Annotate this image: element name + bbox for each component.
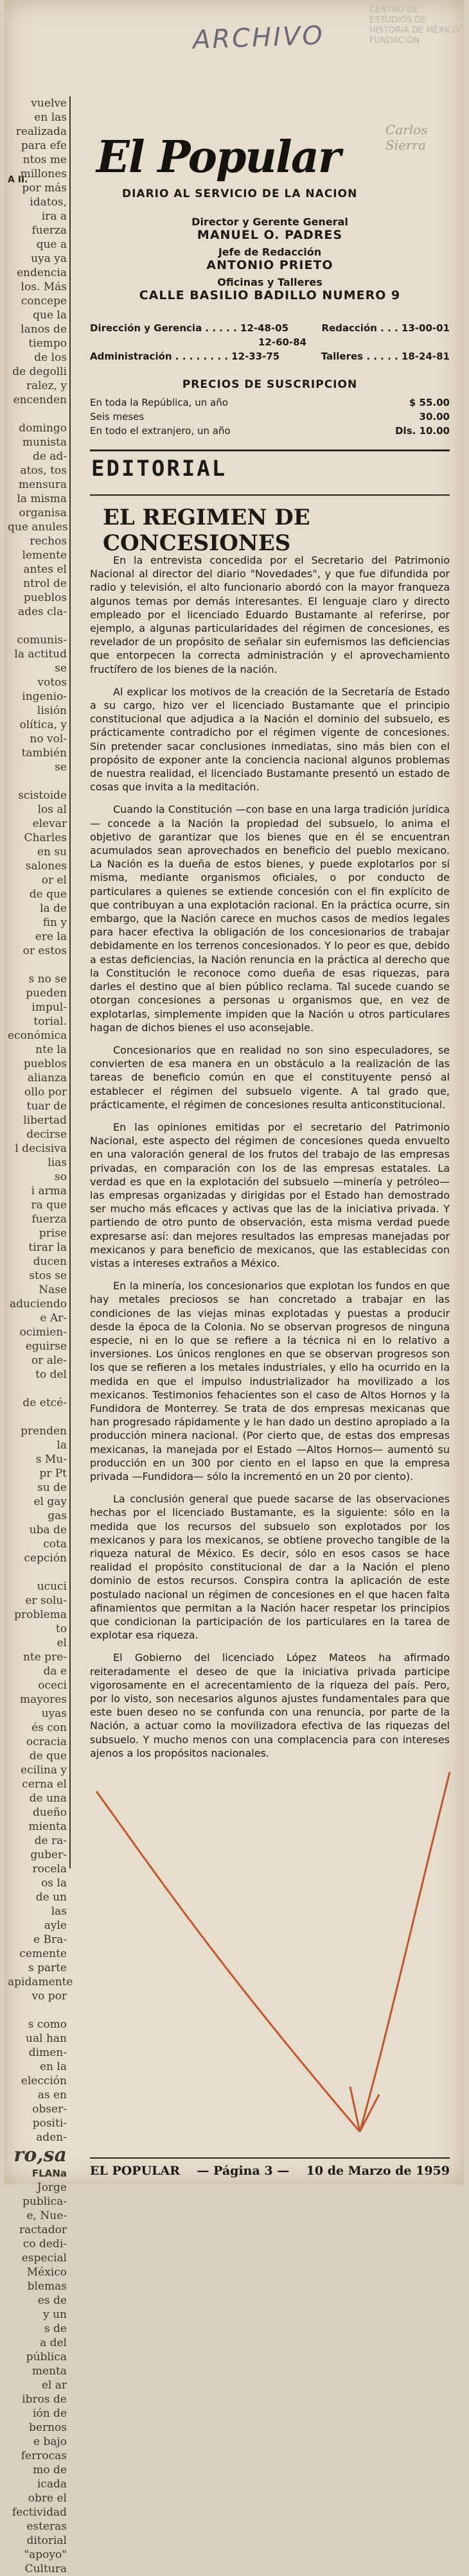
fragment-line: rechos — [30, 535, 67, 548]
fragment-line: e bajo — [33, 2435, 67, 2448]
fragment-line: ere la — [35, 930, 67, 943]
fragment-line: la de — [40, 902, 67, 915]
price-label: En todo el extranjero, un año — [90, 425, 231, 437]
fragment-line: aden- — [36, 2131, 67, 2144]
editorial-paragraph: Concesionarios que en realidad no son sino especuladores, se convierten de esa manera en un obstáculo a la realización de las tareas de beneficio común en que el constituyente pensó al establecer el régimen del subsuelo vigente. A tal grado que, prácticamente, el régimen de concesiones resulta anticonstitucional. — [90, 1043, 450, 1111]
fragment-line: la actitud — [14, 648, 67, 661]
fragment-line: organisa — [19, 507, 67, 519]
pencil-note: Carlos Sierra — [385, 122, 428, 153]
fragment-line: tirar la — [28, 1241, 67, 1254]
fragment-line: elevar — [32, 817, 67, 830]
fragment-line: vo por — [31, 1990, 67, 2003]
prices-title: PRECIOS DE SUSCRIPCION — [182, 378, 358, 391]
editorial-paragraph: En la entrevista concedida por el Secretario del Patrimonio Nacional al director del diario "Novedades", y que fue difundida por radio y televisión, el alto funcionario abordó con la mayor franqueza algunos temas por demás interesantes. El lenguaje claro y directo empleado por el licenciado Eduardo Bustamante al referirse, por ejemplo, a algunas particularidades del régimen de concesiones, es revelador de un propósito de señalar sin eufemismos las deficiencias que entorpecen la correcta administración y el aprovechamiento fructífero de los bienes de la nación. — [90, 554, 450, 675]
fragment-line: pueblos — [23, 591, 67, 604]
fragment-line: os la — [41, 1877, 67, 1890]
fragment-line: ual han — [26, 2032, 67, 2045]
fragment-line: lemente — [22, 549, 67, 562]
fragment-line: e, Nue- — [26, 2209, 67, 2222]
fragment-line: or el — [41, 874, 67, 887]
fragment-line: votos — [37, 676, 67, 689]
fragment-line: idatos, — [30, 196, 67, 209]
fragment-line: es de — [37, 2294, 67, 2307]
fragment-line: de un — [35, 1891, 67, 1904]
fragment-line: el ar — [41, 2379, 67, 2392]
archive-institution-stamp: CENTRO DE ESTUDIOS DE HISTORIA DE MÉXICO FUNDACIÓN — [369, 5, 459, 46]
fragment-line: ucuci — [37, 1580, 67, 1593]
offices-role: Oficinas y Talleres — [217, 276, 323, 288]
price-label: En toda la República, un año — [90, 397, 228, 408]
editor-role: Jefe de Redacción — [218, 246, 322, 258]
fragment-line: bernos — [29, 2421, 67, 2434]
fragment-line: l decisiva — [15, 1142, 67, 1155]
fragment-line: pueden — [26, 987, 67, 1000]
fragment-line: er solu- — [25, 1594, 67, 1607]
phone-label-redaction: Redacción — [321, 322, 377, 334]
phone-value-admin: 12-33-75 — [231, 351, 280, 362]
phone-label-admin: Administración — [90, 351, 172, 362]
editorial-paragraph: Cuando la Constitución —con base en una larga tradición jurídica— concede a la Nación la propiedad del subsuelo, lo anima el objetivo de garantizar que los bienes que en él se encuentran acumulados sean aprovechados en beneficio del pueblo mexicano. La Nación es la dueña de estos bienes, y puede explotarlos por sí misma, mediante organismos oficiales, o por conducto de particulares a quienes se extiende concesión con el fin explícito de que contribuyan a una explotación racional. En la práctica ocurre, sin embargo, que la Nación carece en muchos casos de medios legales para hacer efectiva la obligación de los concesionarios de trabajar debidamente en los terrenos concesionados. Y lo peor es que, debido a estas deficiencias, la Nación renuncia en la práctica al derecho que la Constitución le reconoce como dueña de esas riquezas, para darles el destino que al bien público reclama. Tal sucede cuando se otorgan concesiones a personas u organismos que, en vez de explotarlas, simplemente impiden que la Nación u otros particulares hagan de dichos bienes el uso aconsejable. — [90, 803, 450, 1034]
fragment-line: de los — [34, 351, 67, 364]
fragment-line: munista — [22, 436, 67, 449]
fragment-line: fin y — [42, 916, 67, 929]
fragment-line: realizada — [15, 125, 67, 138]
fragment-line: ntos me — [22, 153, 67, 166]
fragment-line: el — [57, 1637, 67, 1649]
fragment-line: icada — [37, 2478, 67, 2491]
fragment-line: de que — [29, 1750, 67, 1762]
fragment-line: as en — [37, 2089, 67, 2102]
fragment-line: Cultura — [24, 2563, 67, 2575]
fragment-heading: ro, — [13, 2144, 44, 2166]
phone-label-direction: Dirección y Gerencia — [90, 322, 202, 334]
fragment-line: los al — [37, 803, 67, 816]
fragment-line: fectividad — [12, 2506, 67, 2519]
fragment-line: da e — [43, 1665, 67, 1678]
fragment-line: y un — [43, 2308, 67, 2321]
fragment-line: Charles — [24, 831, 67, 844]
fragment-line: blemas — [27, 2280, 67, 2293]
price-label: Seis meses — [90, 411, 145, 422]
fragment-line: los. Más — [21, 281, 67, 293]
section-label: EDITORIAL — [91, 456, 227, 482]
fragment-line: Jorge — [37, 2181, 67, 2194]
fragment-line: no vol- — [30, 733, 67, 745]
fragment-line: s Mu- — [35, 1453, 67, 1466]
editorial-headline: EL REGIMEN DE CONCESIONES — [103, 505, 310, 556]
fragment-line: oceci — [38, 1679, 67, 1692]
phone-value-redaction: 13-00-01 — [401, 322, 450, 334]
director-role: Director y Gerente General — [191, 216, 348, 228]
fragment-line: por más — [22, 182, 67, 195]
fragment-line: ira a — [41, 210, 67, 223]
fragment-line: uyas — [41, 1707, 67, 1720]
fragment-line: la — [57, 1439, 67, 1452]
fragment-line: ades cla- — [17, 605, 67, 618]
fragment-line: tuar de — [26, 1100, 67, 1113]
fragment-line: domingo — [19, 422, 67, 435]
fragment-line: económica — [8, 1029, 67, 1042]
fragment-line: ingenio- — [22, 690, 67, 703]
fragment-line: su de — [37, 1481, 67, 1494]
fragment-line: el gay — [33, 1495, 67, 1508]
fragment-line: en su — [37, 846, 67, 858]
fragment-line: ra que — [31, 1199, 67, 1212]
fragment-line: de una — [29, 1792, 67, 1805]
fragment-line: comunis- — [17, 634, 67, 647]
fragment-line: co dedi- — [22, 2238, 67, 2250]
fragment-line: antes el — [23, 563, 67, 576]
fragment-line: so — [55, 1171, 67, 1183]
fragment-line: eguirse — [25, 1340, 67, 1353]
fragment-line: ión de — [33, 2407, 67, 2420]
fragment-line: de ra- — [34, 1834, 67, 1847]
fragment-line: ayle — [44, 1919, 67, 1932]
fragment-line: Nase — [39, 1284, 67, 1296]
fragment-line: "apoyo" — [24, 2548, 67, 2561]
left-column-corner-label: A II. — [8, 175, 28, 185]
fragment-line: s no se — [28, 973, 67, 986]
fragment-line: pública — [26, 2351, 67, 2363]
masthead-title: El Popular — [96, 132, 340, 183]
fragment-line: cota — [43, 1538, 67, 1551]
fragment-line: és con — [31, 1721, 67, 1734]
editorial-paragraph: La conclusión general que puede sacarse de las observaciones hechas por el licenciado Bustamante, es la siguiente: sólo en la medida que los recursos del subsuelo son explotados por los mexicanos y para los mexicanos, se obtiene provecho tangible de la riqueza natural de México. Es decir, sólo en esos casos se hace realidad el propósito constitucional de dar a la Nación el pleno dominio de estos recursos. Conspira contra la aplicación de este postulado nacional un régimen de concesiones en el que hacen falta afinamientos que permitan a la Nación hacer respetar los principios que condicionan la participación de los particulares en la tarea de explotar esa riqueza. — [90, 1493, 450, 1642]
fragment-line: stos se — [29, 1269, 67, 1282]
fragment-line: ntrol de — [23, 577, 67, 590]
fragment-line: mensura — [18, 478, 67, 491]
fragment-line: gas — [48, 1510, 67, 1522]
fragment-line: fuerza — [31, 1213, 67, 1226]
fragment-line: or ale- — [31, 1354, 67, 1367]
fragment-line: salones — [25, 860, 67, 873]
fragment-line: se — [55, 761, 67, 774]
fragment-line: ditorial — [26, 2534, 67, 2547]
offices-address: CALLE BASILIO BADILLO NUMERO 9 — [139, 288, 401, 302]
fragment-line: mo de — [33, 2464, 67, 2476]
fragment-line: obser- — [32, 2103, 67, 2116]
fragment-line: cemente — [19, 1947, 67, 1960]
fragment-line: decirse — [26, 1128, 67, 1141]
fragment-line: alianza — [27, 1072, 67, 1084]
fragment-line: para efe — [21, 139, 67, 152]
fragment-subheading: FLANa — [31, 2168, 67, 2179]
fragment-line: s como — [28, 2018, 67, 2031]
fragment-line: encenden — [13, 394, 67, 406]
fragment-line: a del — [40, 2337, 67, 2349]
phone-label-talleres: Talleres — [321, 351, 364, 362]
fragment-line: vuelve — [31, 97, 67, 110]
fragment-line: guber- — [30, 1849, 67, 1861]
fragment-line: dimen- — [28, 2046, 67, 2059]
fragment-line: las — [51, 1905, 67, 1918]
fragment-line: pr Pt — [39, 1467, 67, 1480]
fragment-line: e Bra- — [33, 1933, 67, 1946]
fragment-line: libertad — [23, 1114, 67, 1127]
price-value: $ 55.00 — [409, 397, 450, 408]
phone-value-direction: 12-48-05 — [240, 322, 289, 334]
fragment-line: también — [21, 747, 67, 760]
price-value: Dls. 10.00 — [395, 425, 450, 437]
fragment-line: nte la — [35, 1043, 67, 1056]
director-name: MANUEL O. PADRES — [197, 228, 343, 242]
fragment-line: ducen — [33, 1255, 67, 1268]
fragment-line: que a — [36, 238, 67, 251]
editorial-paragraph: El Gobierno del licenciado López Mateos ha afirmado reiteradamente el deseo de que la iniciativa privada participe vigorosamente en el acrecentamiento de la riqueza del país. Pero, por lo visto, son necesarios algunos ajustes fundamentales para que este buen deseo no se confunda con una renuncia, por parte de la Nación, a actuar como la movilizadora efectiva de las riquezas del subsuelo. Y mucho menos con una complacencia para con intereses ajenos a los propósitos nacionales. — [90, 1651, 450, 1759]
fragment-line: ocracia — [26, 1736, 67, 1748]
fragment-line: problema — [14, 1608, 67, 1621]
fragment-line: uya ya — [31, 252, 67, 265]
fragment-line: en las — [34, 111, 67, 124]
fragment-line: concepe — [21, 295, 67, 308]
phone-value-talleres: 18-24-81 — [401, 351, 450, 362]
pencil-stroke — [96, 1791, 360, 2132]
fragment-line: s parte — [28, 1962, 67, 1974]
fragment-line: México — [26, 2266, 67, 2279]
fragment-line: ralez, y — [26, 379, 67, 392]
fragment-line: s de — [44, 2322, 67, 2335]
archivo-handwritten-label: ARCHIVO — [192, 21, 325, 55]
fragment-line: millones — [20, 168, 67, 180]
fragment-line: ferrocas — [21, 2450, 67, 2462]
pencil-stroke — [360, 1772, 450, 2132]
fragment-line: nte pre- — [22, 1651, 67, 1664]
fragment-line: fuerza — [31, 224, 67, 237]
fragment-line: prenden — [21, 1425, 67, 1438]
fragment-line: lanos de — [21, 323, 67, 336]
fragment-line: pueblos — [23, 1057, 67, 1070]
fragment-heading: sa — [43, 2144, 67, 2166]
phone-directory: Dirección y Gerencia . . . . . 12-48-05 Redacción . . . 13-00-01 12-60-84 Administración . . . . . . . . 12-33-75 Talleres . . . . . 18-24-81 — [90, 322, 450, 362]
fragment-line: lias — [48, 1156, 67, 1169]
fragment-line: positi- — [32, 2117, 67, 2130]
footer-page-number: — Página 3 — — [197, 2164, 290, 2178]
fragment-line: to del — [35, 1368, 67, 1381]
fragment-line: publica- — [22, 2195, 67, 2208]
fragment-line: de ad- — [32, 450, 67, 463]
fragment-line: ractador — [19, 2224, 67, 2236]
fragment-line: la misma — [17, 492, 67, 505]
fragment-line: esteras — [26, 2520, 67, 2533]
masthead-subtitle: DIARIO AL SERVICIO DE LA NACION — [122, 187, 358, 200]
fragment-line: ibros de — [22, 2393, 67, 2406]
fragment-line: to — [55, 1623, 67, 1635]
fragment-line: olítica, y — [19, 718, 67, 731]
fragment-line: or estos — [22, 944, 67, 957]
fragment-line: atos, tos — [20, 464, 67, 477]
fragment-line: de degolli — [12, 365, 67, 378]
price-value: 30.00 — [419, 411, 450, 422]
fragment-line: rocela — [32, 1863, 67, 1875]
fragment-line: mayores — [19, 1693, 67, 1706]
phone-value-direction-2: 12-60-84 — [258, 336, 307, 348]
fragment-line: uba de — [29, 1524, 67, 1536]
fragment-line: elección — [21, 2075, 67, 2087]
editorial-paragraph: En la minería, los concesionarios que explotan los fundos en que hay metales preciosos se han concretado a trabajar en las condiciones de las viejas minas explotadas y puestas a producir desde la época de la Colonia. No se observan progresos de ninguna especie, ni en lo que se refiere a la técnica ni en lo relativo a inversiones. Los únicos renglones en que se observan progresos son los que se refieren a los metales industriales, y ello ha ocurrido en la medida en que el impulso industrializador ha movilizado a los mexicanos. Testimonios fehacientes son el caso de Altos Hornos y la Fundidora de Monterrey. Se trata de dos empresas mexicanas que han progresado rápidamente y le han dado un destino apropiado a la producción minera nacional. (Por cierto que, de estas dos empresas mexicanas, la manejada por el Estado —Altos Hornos— aumentó su producción en un 300 por ciento en el lapso en que la empresa privada —Fundidora— sólo la incrementó en un 20 por ciento). — [90, 1280, 450, 1483]
fragment-line: obre el — [28, 2492, 67, 2505]
fragment-line: de etcé- — [22, 1397, 67, 1409]
fragment-line: ocimien- — [19, 1326, 67, 1339]
fragment-line: lisión — [37, 704, 67, 717]
fragment-line: cepción — [24, 1552, 67, 1565]
fragment-line: cerna el — [22, 1778, 67, 1791]
editorial-paragraph: Al explicar los motivos de la creación de la Secretaría de Estado a su cargo, hizo ver el licenciado Bustamante que el principio constitucional que adjudica a la Nación el dominio del subsuelo, es prácticamente contradicho por el régimen vigente de concesiones. Sin pretender sacar conclusiones inmediatas, sino más bien con el propósito de exponer ante la conciencia nacional algunos problemas de nuestra realidad, el licenciado Bustamante presentó un estado de cosas que invita a la meditación. — [90, 685, 450, 794]
fragment-line: tiempo — [28, 337, 67, 350]
fragment-line: que anules — [8, 521, 68, 534]
fragment-line: de que — [29, 888, 67, 901]
fragment-line: prise — [39, 1227, 67, 1240]
fragment-line: impul- — [31, 1001, 67, 1014]
fragment-line: dueño — [32, 1806, 67, 1819]
fragment-line: se — [55, 662, 67, 675]
footer-paper-name: EL POPULAR — [90, 2164, 181, 2178]
fragment-line: i arma — [31, 1185, 67, 1197]
fragment-line: especial — [21, 2252, 67, 2265]
fragment-line: ecilina y — [21, 1764, 67, 1777]
fragment-line: torial. — [33, 1015, 67, 1028]
editorial-paragraph: En las opiniones emitidas por el secretario del Patrimonio Nacional, este aspecto del régimen de concesiones queda envuelto en una valoración general de los frutos del trabajo de las empresas privadas, en comparación con los de las empresas estatales. La verdad es que en la explotación del subsuelo —minería y petróleo— las empresas organizadas y dirigidas por el Estado han demostrado ser mucho más eficaces y activas que las de la iniciativa privada. Y partiendo de otro punto de observación, esta misma verdad puede expresarse así: dan mejores resultados las empresas manejadas por mexicanos y para beneficio de mexicanos, que las establecidas con vistas a intereses extraños a México. — [90, 1120, 450, 1269]
fragment-line: scistoide — [18, 789, 67, 802]
fragment-line: endencia — [17, 266, 67, 279]
fragment-line: ollo por — [24, 1086, 67, 1099]
editor-name: ANTONIO PRIETO — [206, 258, 333, 272]
fragment-line: en la — [40, 2060, 67, 2073]
fragment-line: mienta — [28, 1820, 67, 1833]
fragment-line: que la — [33, 309, 67, 322]
footer-date: 10 de Marzo de 1959 — [306, 2164, 450, 2178]
fragment-line: menta — [31, 2365, 67, 2378]
fragment-line: e Ar- — [40, 1312, 67, 1325]
fragment-line: apidamente — [8, 1976, 73, 1989]
fragment-line: aduciendo — [9, 1298, 67, 1310]
